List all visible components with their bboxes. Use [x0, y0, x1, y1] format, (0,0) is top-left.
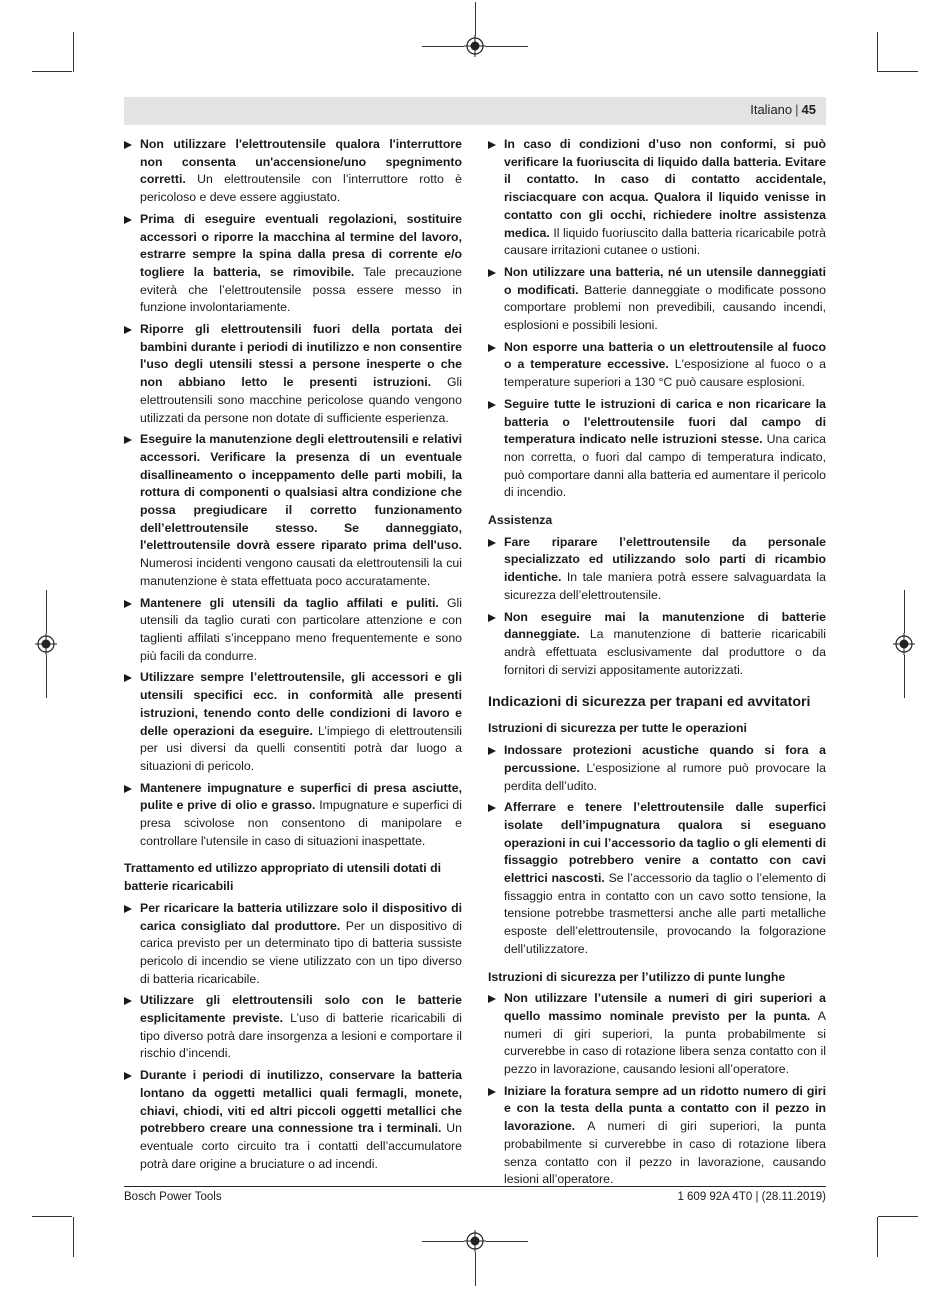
safety-item [488, 534, 826, 605]
safety-item [124, 669, 462, 775]
safety-item [124, 780, 462, 851]
subheading-long-bits: Istruzioni di sicurezza per l’utilizzo di punte lunghe [488, 969, 786, 984]
safety-item-bold: Indossare protezioni acustiche quando si fora a percussione. [504, 743, 826, 775]
crop-mark [46, 590, 47, 633]
safety-item-text: Batterie danneggiate o modificate possono comportare problemi non prevedibili, causando incendi, esplosioni e possibili lesioni. [504, 282, 826, 333]
safety-item [124, 321, 462, 427]
safety-item-bold: Non eseguire mai la manutenzione di batterie danneggiate. [504, 609, 826, 642]
safety-item-text: Tale precauzione eviterà che l’elettroutensile possa essere messo in funzione involontariamente. [140, 264, 462, 315]
safety-item-bold: Utilizzare gli elettroutensili solo con le batterie esplicitamente previste. [140, 993, 462, 1026]
safety-item-bold: In caso di condizioni d’uso non conformi, si può verificare la fuoriuscita di liquido dalla batteria. Evitare il contatto. In caso di contatto accidentale, risciacquare con acqua. Qualora il liquido venisse in contatto con gli occhi, richiedere inoltre assistenza medica. [504, 137, 826, 240]
crop-mark [32, 71, 72, 72]
crop-mark [904, 655, 905, 698]
safety-item-bold: Afferrare e tenere l’elettroutensile dalle superfici isolate dell’impugnatura qualora si eseguano operazioni in cui l’accessorio da taglio o gli elementi di fissaggio potrebbero venire a contatto con cavi elettrici nascosti. [504, 800, 826, 886]
bullet-arrow-icon [124, 436, 132, 444]
left-column [124, 136, 462, 1177]
bullet-arrow-icon [124, 785, 132, 793]
subheading-batteries: Trattamento ed utilizzo appropriato di utensili dotati di batterie ricaricabili [124, 861, 441, 894]
bullet-arrow-icon [488, 344, 496, 352]
subheading-all-operations: Istruzioni di sicurezza per tutte le operazioni [488, 721, 747, 736]
bullet-arrow-icon [124, 997, 132, 1005]
registration-mark-icon [35, 633, 57, 655]
safety-item [488, 264, 826, 335]
right-column [488, 136, 826, 1193]
safety-item [124, 431, 462, 590]
header-language: Italiano [750, 102, 793, 117]
safety-item [124, 211, 462, 317]
safety-item-bold: Seguire tutte le istruzioni di carica e non ricaricare la batteria o l'elettroutensile fuori dal campo di temperatura indicato nelle istruzioni stesse. [504, 396, 826, 447]
safety-item-bold: Non utilizzare una batteria, né un utensile danneggiati o modificati. [504, 264, 826, 297]
safety-item-text: Un elettroutensile con l’interruttore rotto è pericoloso e deve essere aggiustato. [140, 172, 462, 205]
crop-mark [904, 590, 905, 633]
header-separator: | [795, 102, 799, 117]
crop-mark [73, 32, 74, 72]
safety-item [488, 136, 826, 260]
right-list-c [488, 742, 826, 958]
crop-mark [878, 1216, 918, 1217]
safety-item [488, 799, 826, 958]
crop-mark [32, 1216, 72, 1217]
safety-item [124, 900, 462, 989]
safety-item-text: Gli elettroutensili sono macchine pericolose quando vengono utilizzati da persone non dotate di sufficiente esperienza. [140, 375, 463, 425]
crop-mark [878, 71, 918, 72]
crop-mark [422, 46, 464, 47]
crop-mark [486, 46, 528, 47]
header-text [750, 102, 816, 117]
safety-item-text: A numeri di giri superiori, la punta probabilmente si curverebbe in caso di rotazione libera senza contatto con il pezzo in lavorazione, causando lesioni all’operatore. [504, 1008, 826, 1077]
safety-item-bold: Riporre gli elettroutensili fuori della portata dei bambini durante i periodi di inutilizzo e non consentire l'uso degli utensili stessi a persone inesperte o che non abbiano letto le presenti istruzioni. [140, 322, 462, 390]
crop-mark [73, 1217, 74, 1257]
safety-item [124, 595, 462, 666]
safety-item-bold: Non utilizzare l'elettroutensile qualora l'interruttore non consenta un'accensione/uno spegnimento corretti. [140, 137, 462, 187]
safety-item-bold: Durante i periodi di inutilizzo, conservare la batteria lontano da oggetti metallici quali fermagli, monete, chiavi, chiodi, viti ed altri piccoli oggetti metallici che potrebbero creare una connessione tra i terminali. [140, 1068, 462, 1136]
bullet-arrow-icon [124, 216, 132, 224]
right-list-a [488, 136, 826, 502]
bullet-arrow-icon [124, 674, 132, 682]
safety-item-text: L’esposizione al rumore può provocare la perdita dell’udito. [504, 760, 826, 793]
bullet-arrow-icon [488, 804, 496, 812]
crop-mark [486, 1241, 528, 1242]
registration-mark-icon [464, 1230, 486, 1252]
safety-item-text: In tale maniera potrà essere salvaguardata la sicurezza dell’elettroutensile. [504, 570, 826, 602]
safety-item-bold: Non utilizzare l’utensile a numeri di giri superiori a quello massimo nominale previsto per la punta. [504, 991, 826, 1023]
bullet-arrow-icon [488, 614, 496, 622]
crop-mark [877, 32, 878, 72]
safety-item-text: Impugnature e superfici di presa scivolose non consentono di manipolare e controllare l'utensile in caso di situazioni inaspettate. [140, 798, 462, 848]
footer-doc-code: 1 609 92A 4T0 | (28.11.2019) [677, 1191, 826, 1203]
safety-item-bold: Utilizzare sempre l’elettroutensile, gli accessori e gli utensili specifici ecc. in conformità alle presenti istruzioni, tenendo conto delle condizioni di lavoro e delle operazioni da eseguire. [140, 670, 462, 738]
page-number: 45 [801, 102, 816, 117]
page-footer [124, 1186, 826, 1203]
bullet-arrow-icon [124, 1072, 132, 1080]
bullet-arrow-icon [488, 747, 496, 755]
page-header [124, 97, 826, 125]
left-list-a [124, 136, 462, 850]
safety-item [124, 136, 462, 207]
safety-item-text: Se l’accessorio da taglio o l’elemento di fissaggio entra in contatto con un cavo sotto tensione, la tensione potrebbe trasmettersi anche alle parti metalliche esposte dell’elettroutensile, provocando la folgorazione dell’utilizzatore. [504, 871, 827, 956]
left-list-b [124, 900, 462, 1174]
safety-item-text: Numerosi incidenti vengono causati da elettroutensili la cui manutenzione è stata effettuata poco accuratamente. [140, 556, 462, 588]
section-title-drills: Indicazioni di sicurezza per trapani ed avvitatori [488, 694, 811, 711]
safety-item-bold: Mantenere impugnature e superfici di presa asciutte, pulite e prive di olio e grasso. [140, 780, 462, 813]
safety-item-bold: Non esporre una batteria o un elettroutensile al fuoco o a temperature eccessive. [504, 339, 826, 372]
safety-item-bold: Per ricaricare la batteria utilizzare solo il dispositivo di carica consigliato dal produttore. [140, 900, 462, 933]
footer-brand: Bosch Power Tools [124, 1191, 222, 1203]
safety-item [488, 990, 826, 1079]
safety-item-text: Un eventuale corto circuito tra i contatti dell’accumulatore potrà dare origine a bruciature o ad incendi. [140, 1121, 462, 1171]
safety-item-text: Una carica non corretta, o fuori dal campo di temperatura indicato, può comportare danni alla batteria ed aumentare il pericolo di incendio. [504, 432, 826, 500]
bullet-arrow-icon [124, 326, 132, 334]
safety-item-text: A numeri di giri superiori, la punta probabilmente si curverebbe in caso di rotazione libera senza contatto con il pezzo in lavorazione, causando lesioni all’operatore. [504, 1119, 826, 1187]
safety-item-text: Il liquido fuoriuscito dalla batteria ricaricabile potrà causare irritazioni cutanee o ustioni. [504, 225, 826, 258]
safety-item-bold: Prima di eseguire eventuali regolazioni, sostituire accessori o riporre la macchina al termine del lavoro, estrarre sempre la spina dalla presa di corrente e/o togliere la batteria, se rimovibile. [140, 211, 462, 279]
safety-item-text: L'esposizione al fuoco o a temperature superiori a 130 °C può causare esplosioni. [504, 357, 827, 390]
safety-item-text: Per un dispositivo di carica previsto per un determinato tipo di batteria sussiste pericolo di incendio se viene utilizzato con un tipo diverso di batteria ricaricabile. [140, 918, 462, 986]
bullet-arrow-icon [488, 401, 496, 409]
crop-mark [422, 1241, 464, 1242]
crop-mark [877, 1217, 878, 1257]
right-list-d [488, 990, 826, 1189]
crop-mark [475, 1252, 476, 1286]
registration-mark-icon [464, 35, 486, 57]
safety-item-bold: Eseguire la manutenzione degli elettroutensili e relativi accessori. Verificare la presenza di un eventuale disallineamento o inceppamento delle parti mobili, la rottura di componenti o qualsiasi altra condizione che possa pregiudicare il corretto funzionamento dell’elettroutensile stesso. Se danneggiato, l'elettroutensile dovrà essere riparato prima dell'uso. [140, 432, 462, 553]
safety-item-bold: Fare riparare l’elettroutensile da personale specializzato ed utilizzando solo parti di ricambio identiche. [504, 534, 826, 585]
crop-mark [46, 655, 47, 698]
safety-item-bold: Iniziare la foratura sempre ad un ridotto numero di giri e con la testa della punta a contatto con il pezzo in lavorazione. [504, 1083, 826, 1134]
safety-item-bold: Mantenere gli utensili da taglio affilati e puliti. [140, 595, 439, 610]
safety-item [488, 742, 826, 795]
safety-item-text: L’impiego di elettroutensili per usi diversi da quelli consentiti potrà dar luogo a situazioni di pericolo. [140, 723, 462, 773]
bullet-arrow-icon [124, 600, 132, 608]
right-list-b [488, 534, 826, 680]
bullet-arrow-icon [124, 905, 132, 913]
safety-item-text: L’uso di batterie ricaricabili di tipo diverso potrà dare insorgenza a lesioni e comportare il rischio d’incendi. [140, 1011, 462, 1061]
registration-mark-icon [893, 633, 915, 655]
safety-item [488, 396, 826, 502]
bullet-arrow-icon [488, 539, 496, 547]
bullet-arrow-icon [488, 141, 496, 149]
safety-item [488, 339, 826, 392]
safety-item [488, 609, 826, 680]
bullet-arrow-icon [488, 1088, 496, 1096]
subheading-assistenza: Assistenza [488, 513, 553, 528]
safety-item [124, 1067, 462, 1173]
safety-item [124, 992, 462, 1063]
crop-mark [475, 2, 476, 36]
bullet-arrow-icon [488, 269, 496, 277]
bullet-arrow-icon [124, 141, 132, 149]
safety-item-text: Gli utensili da taglio curati con particolare attenzione e con taglienti affilati s’inceppano meno frequentemente e sono più facili da condurre. [140, 595, 462, 663]
safety-item-text: La manutenzione di batterie ricaricabili andrà effettuata esclusivamente dal produttore o da fornitori di servizi appositamente autorizzati. [504, 627, 826, 677]
safety-item [488, 1083, 826, 1189]
bullet-arrow-icon [488, 995, 496, 1003]
